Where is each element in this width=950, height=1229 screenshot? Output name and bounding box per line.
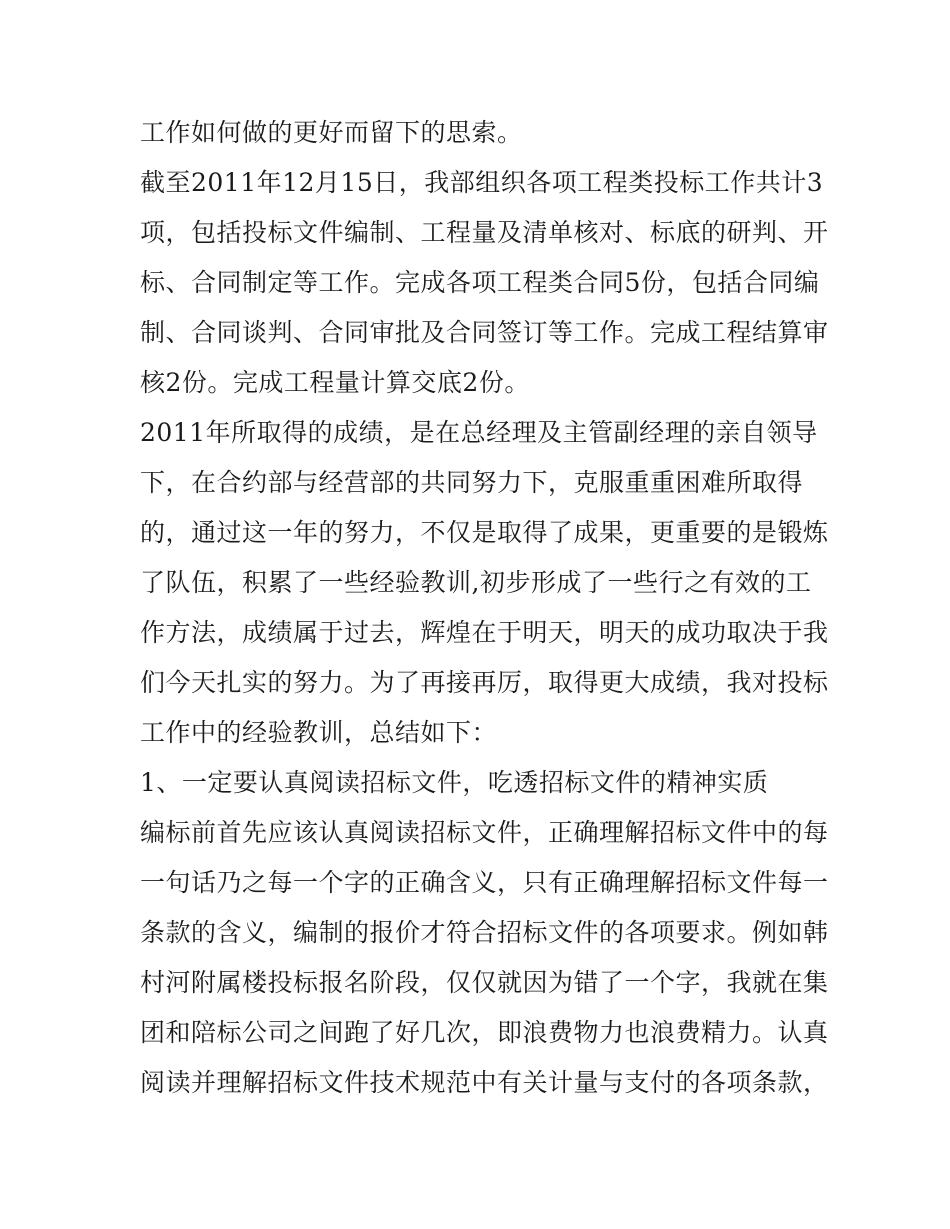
- text-line: 的，通过这一年的努力，不仅是取得了成果，更重要的是锻炼: [140, 518, 829, 547]
- text-line: 2011年所取得的成绩，是在总经理及主管副经理的亲自领导: [140, 418, 818, 447]
- text-line: 村河附属楼投标报名阶段，仅仅就因为错了一个字，我就在集: [140, 968, 829, 997]
- document-page: [140, 108, 830, 1108]
- text-line: 阅读并理解招标文件技术规范中有关计量与支付的各项条款，: [140, 1068, 829, 1097]
- text-line: 工作如何做的更好而留下的思索。: [140, 118, 523, 147]
- text-line: 制、合同谈判、合同审批及合同签订等工作。完成工程结算审: [140, 318, 829, 347]
- text-line: 了队伍，积累了一些经验教训,初步形成了一些行之有效的工: [140, 568, 812, 597]
- text-line: 下，在合约部与经营部的共同努力下，克服重重困难所取得: [140, 468, 804, 497]
- text-line: 条款的含义，编制的报价才符合招标文件的各项要求。例如韩: [140, 918, 829, 947]
- text-line: 工作中的经验教训，总结如下：: [140, 718, 498, 747]
- text-line: 作方法，成绩属于过去，辉煌在于明天，明天的成功取决于我: [140, 618, 829, 647]
- text-line: 核2份。完成工程量计算交底2份。: [140, 368, 530, 397]
- text-line: 标、合同制定等工作。完成各项工程类合同5份，包括合同编: [140, 268, 820, 297]
- text-line: 一句话乃之每一个字的正确含义，只有正确理解招标文件每一: [140, 868, 829, 897]
- section-heading: 1、一定要认真阅读招标文件，吃透招标文件的精神实质: [140, 768, 769, 797]
- text-line: 团和陪标公司之间跑了好几次，即浪费物力也浪费精力。认真: [140, 1018, 829, 1047]
- text-line: 项，包括投标文件编制、工程量及清单核对、标底的研判、开: [140, 218, 829, 247]
- text-line: 截至2011年12月15日，我部组织各项工程类投标工作共计3: [140, 168, 824, 197]
- text-line: 编标前首先应该认真阅读招标文件，正确理解招标文件中的每: [140, 818, 829, 847]
- text-line: 们今天扎实的努力。为了再接再厉，取得更大成绩，我对投标: [140, 668, 829, 697]
